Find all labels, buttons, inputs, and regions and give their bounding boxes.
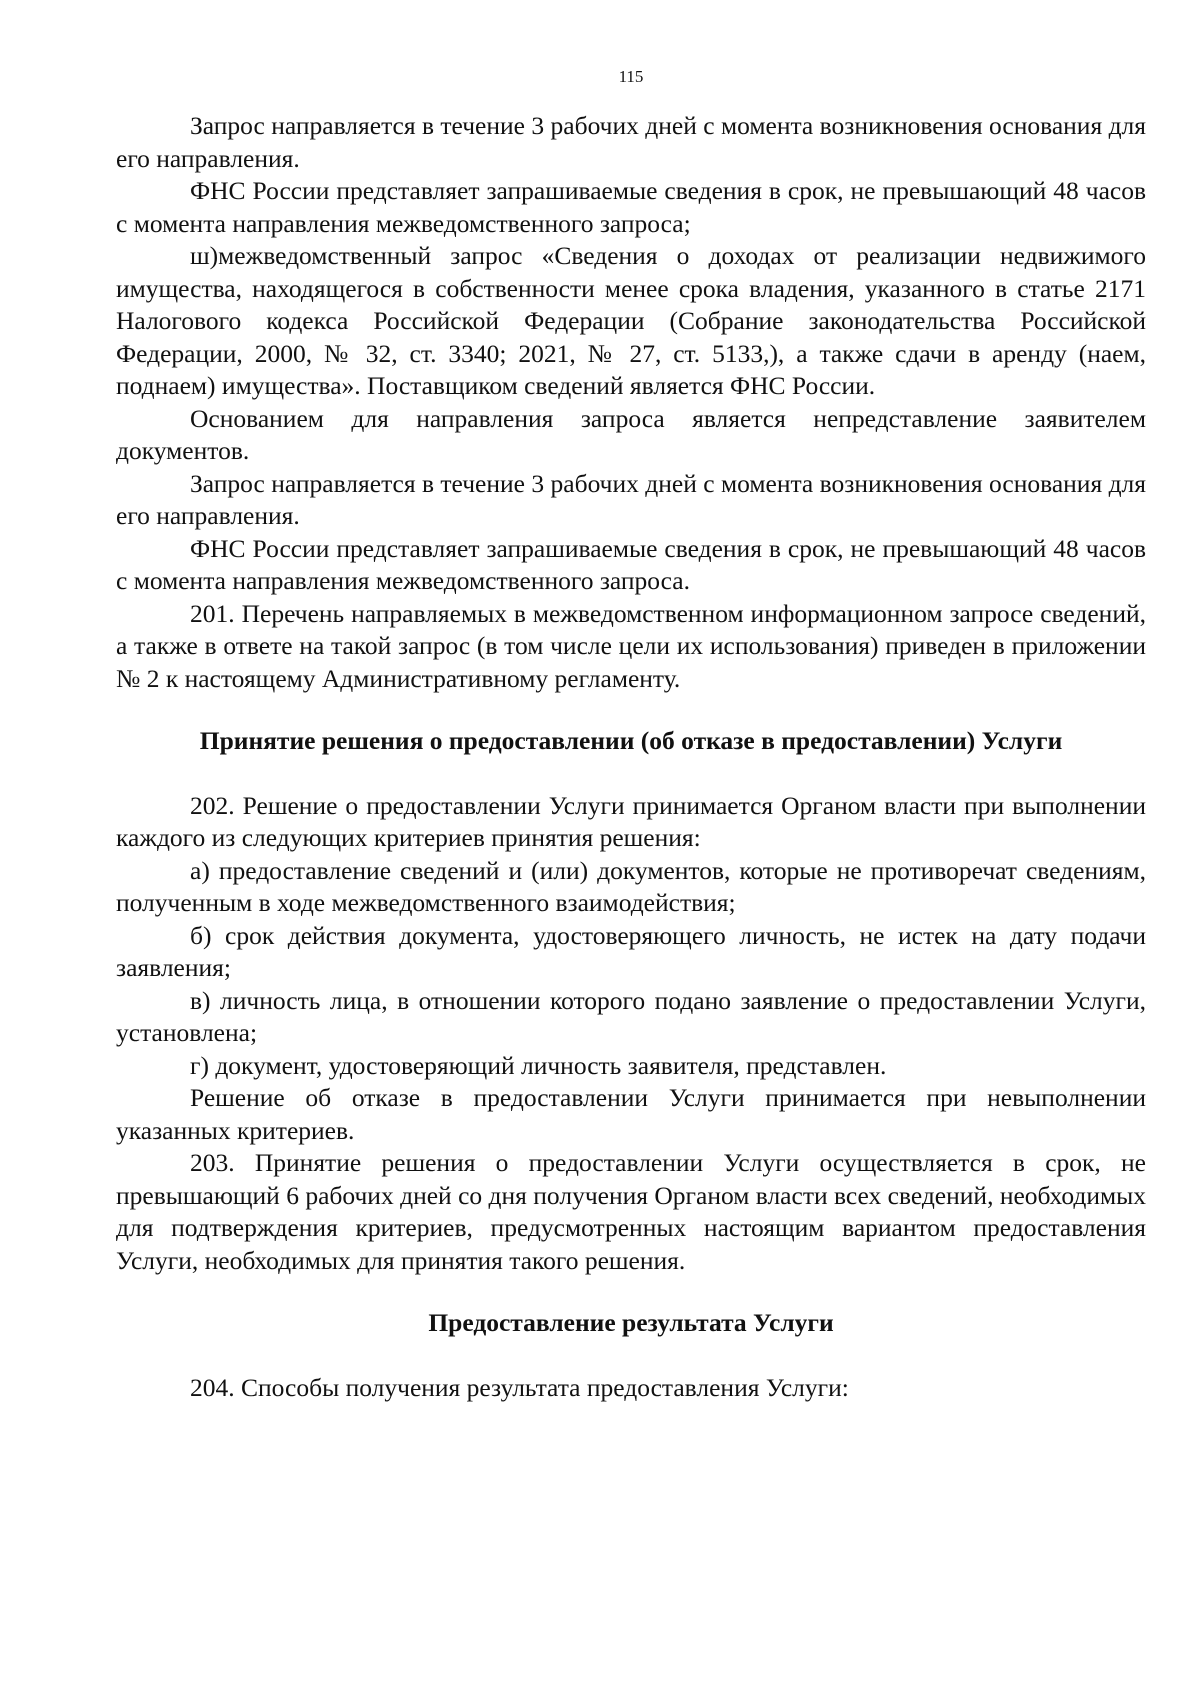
paragraph: Запрос направляется в течение 3 рабочих дней с момента возникновения основания для его направления. xyxy=(116,111,1146,173)
document-page xyxy=(116,66,1146,1404)
paragraph: ФНС России представляет запрашиваемые сведения в срок, не превышающий 48 часов с момента направления межведомственного запроса; xyxy=(116,176,1146,238)
paragraph: ФНС России представляет запрашиваемые сведения в срок, не превышающий 48 часов с момента направления межведомственного запроса. xyxy=(116,533,1146,595)
paragraph: г) документ, удостоверяющий личность заявителя, представлен. xyxy=(190,1050,887,1080)
spacer xyxy=(116,1340,1146,1372)
paragraph: Решение об отказе в предоставлении Услуги принимается при невыполнении указанных критериев. xyxy=(116,1083,1146,1145)
paragraph: а) предоставление сведений и (или) документов, которые не противоречат сведениям, полученным в ходе межведомственного взаимодействия; xyxy=(116,855,1146,917)
spacer xyxy=(116,758,1146,790)
section-heading: Принятие решения о предоставлении (об отказе в предоставлении) Услуги xyxy=(199,726,1063,755)
paragraph: 204. Способы получения результата предоставления Услуги: xyxy=(190,1372,849,1402)
paragraph: 203. Принятие решения о предоставлении Услуги осуществляется в срок, не превышающий 6 рабочих дней со дня получения Органом власти всех сведений, необходимых для подтверждения критериев, предусмотренных настоящим вариантом предоставления Услуги, необходимых для принятия такого решения. xyxy=(116,1148,1146,1275)
spacer xyxy=(116,695,1146,725)
paragraph: 202. Решение о предоставлении Услуги принимается Органом власти при выполнении каждого из следующих критериев принятия решения: xyxy=(116,790,1146,852)
spacer xyxy=(116,1277,1146,1307)
paragraph: Запрос направляется в течение 3 рабочих дней с момента возникновения основания для его направления. xyxy=(116,468,1146,530)
paragraph: в) личность лица, в отношении которого подано заявление о предоставлении Услуги, установлена; xyxy=(116,985,1146,1047)
paragraph: ш)межведомственный запрос «Сведения о доходах от реализации недвижимого имущества, находящегося в собственности менее срока владения, указанного в статье 2171 Налогового кодекса Российской Федерации (Собрание законодательства Российской Федерации, 2000, № 32, ст. 3340; 2021, № 27, ст. 5133,), а также сдачи в аренду (наем, поднаем) имущества». Поставщиком сведений является ФНС России. xyxy=(116,241,1146,400)
section-heading: Предоставление результата Услуги xyxy=(428,1308,834,1337)
paragraph: 201. Перечень направляемых в межведомственном информационном запросе сведений, а также в ответе на такой запрос (в том числе цели их использования) приведен в приложении № 2 к настоящему Административному регламенту. xyxy=(116,598,1146,693)
paragraph: б) срок действия документа, удостоверяющего личность, не истек на дату подачи заявления; xyxy=(116,920,1146,982)
page-number: 115 xyxy=(618,67,644,86)
paragraph: Основанием для направления запроса является непредставление заявителем документов. xyxy=(116,403,1146,465)
